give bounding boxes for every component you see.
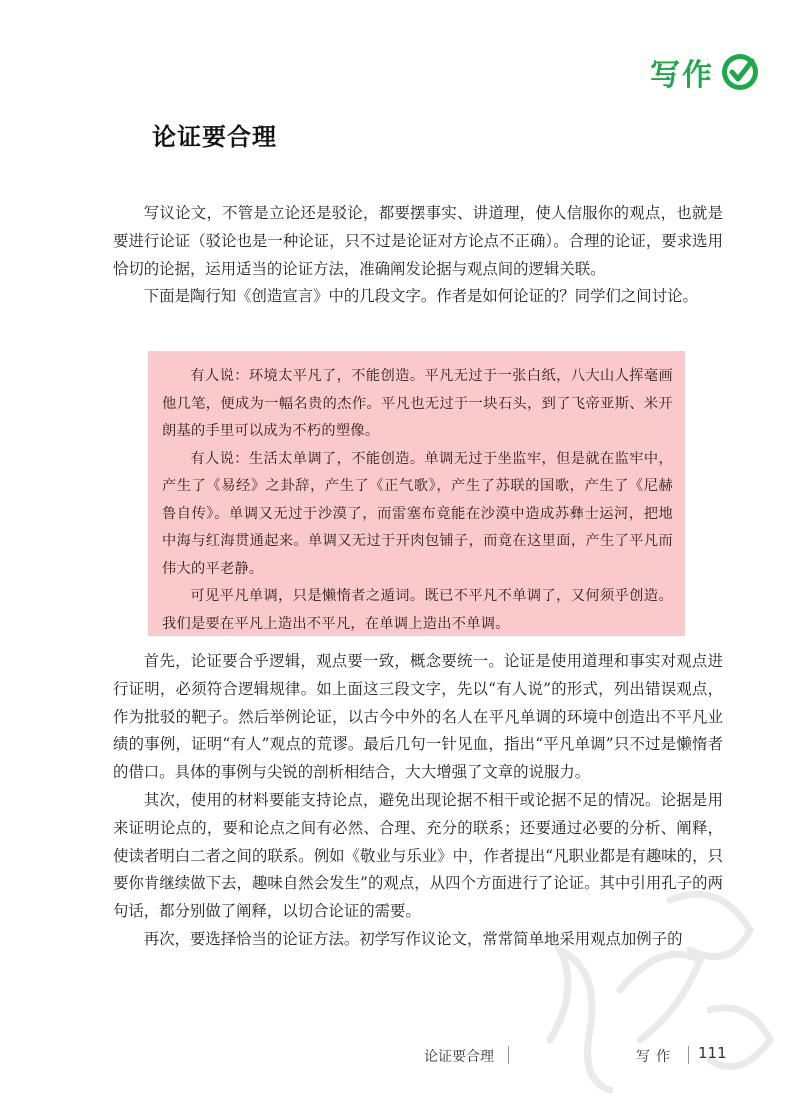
body-paragraph: 其次，使用的材料要能支持论点，避免出现论据不相干或论据不足的情况。论据是用来证明论点的，要和论点之间有必然、合理、充分的联系；还要通过必要的分析、阐释，使读者明白二者之间的联系。例如《敬业与乐业》中，作者提出“凡职业都是有趣味的，只要你肯继续做下去，趣味自然会发生”的观点，从四个方面进行了论证。其中引用孔子的两句话，都分别做了阐释，以切合论证的需要。 <box>113 790 723 921</box>
page-number: 111 <box>698 1044 727 1062</box>
footer-section-label: 写作 <box>636 1049 676 1065</box>
section-label: 写作 <box>650 58 714 93</box>
intro-paragraph: 下面是陶行知《创造宣言》中的几段文字。作者是如何论证的？同学们之间讨论。 <box>143 287 698 306</box>
quote-paragraph: 可见平凡单调，只是懒惰者之遁词。既已不平凡不单调了，又何须乎创造。我们是要在平凡上造出不平凡，在单调上造出不单调。 <box>162 588 673 632</box>
footer-chapter-title: 论证要合理 <box>424 1049 494 1065</box>
page-footer <box>0 1046 800 1076</box>
footer-divider <box>688 1046 689 1064</box>
body-paragraph: 首先，论证要合乎逻辑，观点要一致，概念要统一。论证是使用道理和事实对观点进行证明，必须符合逻辑规律。如上面这三段文字，先以“有人说”的形式，列出错误观点，作为批驳的靶子。然后举例论证，以古今中外的名人在平凡单调的环境中创造出不平凡业绩的事例，证明“有人”观点的荒谬。最后几句一针见血，指出“平凡单调”只不过是懒惰者的借口。具体的事例与尖锐的剖析相结合，大大增强了文章的说服力。 <box>113 652 723 782</box>
footer-divider <box>508 1046 509 1064</box>
quote-paragraph: 有人说：生活太单调了，不能创造。单调无过于坐监牢，但是就在监牢中，产生了《易经》之卦辞，产生了《正气歌》，产生了苏联的国歌，产生了《尼赫鲁自传》。单调又无过于沙漠了，而雷塞布竟能在沙漠中造成苏彝士运河，把地中海与红海贯通起来。单调又无过于开肉包铺子，而竟在这里面，产生了平凡而伟大的平老静。 <box>162 450 673 577</box>
quote-excerpt-box <box>148 351 685 636</box>
page-title: 论证要合理 <box>152 123 277 151</box>
intro-section <box>113 200 723 311</box>
intro-paragraph: 写议论文，不管是立论还是驳论，都要摆事实、讲道理，使人信服你的观点，也就是要进行论证（驳论也是一种论证，只不过是论证对方论点不正确）。合理的论证，要求选用恰切的论据，运用适当的论证方法，准确阐发论据与观点间的逻辑关联。 <box>113 204 723 278</box>
section-header-badge <box>650 50 760 94</box>
body-paragraph: 再次，要选择恰当的论证方法。初学写作议论文，常常简单地采用观点加例子的 <box>143 929 683 948</box>
quote-paragraph: 有人说：环境太平凡了，不能创造。平凡无过于一张白纸，八大山人挥毫画他几笔，便成为一幅名贵的杰作。平凡也无过于一块石头，到了飞帝亚斯、米开朗基的手里可以成为不朽的塑像。 <box>162 368 673 439</box>
pen-check-icon <box>720 52 760 92</box>
